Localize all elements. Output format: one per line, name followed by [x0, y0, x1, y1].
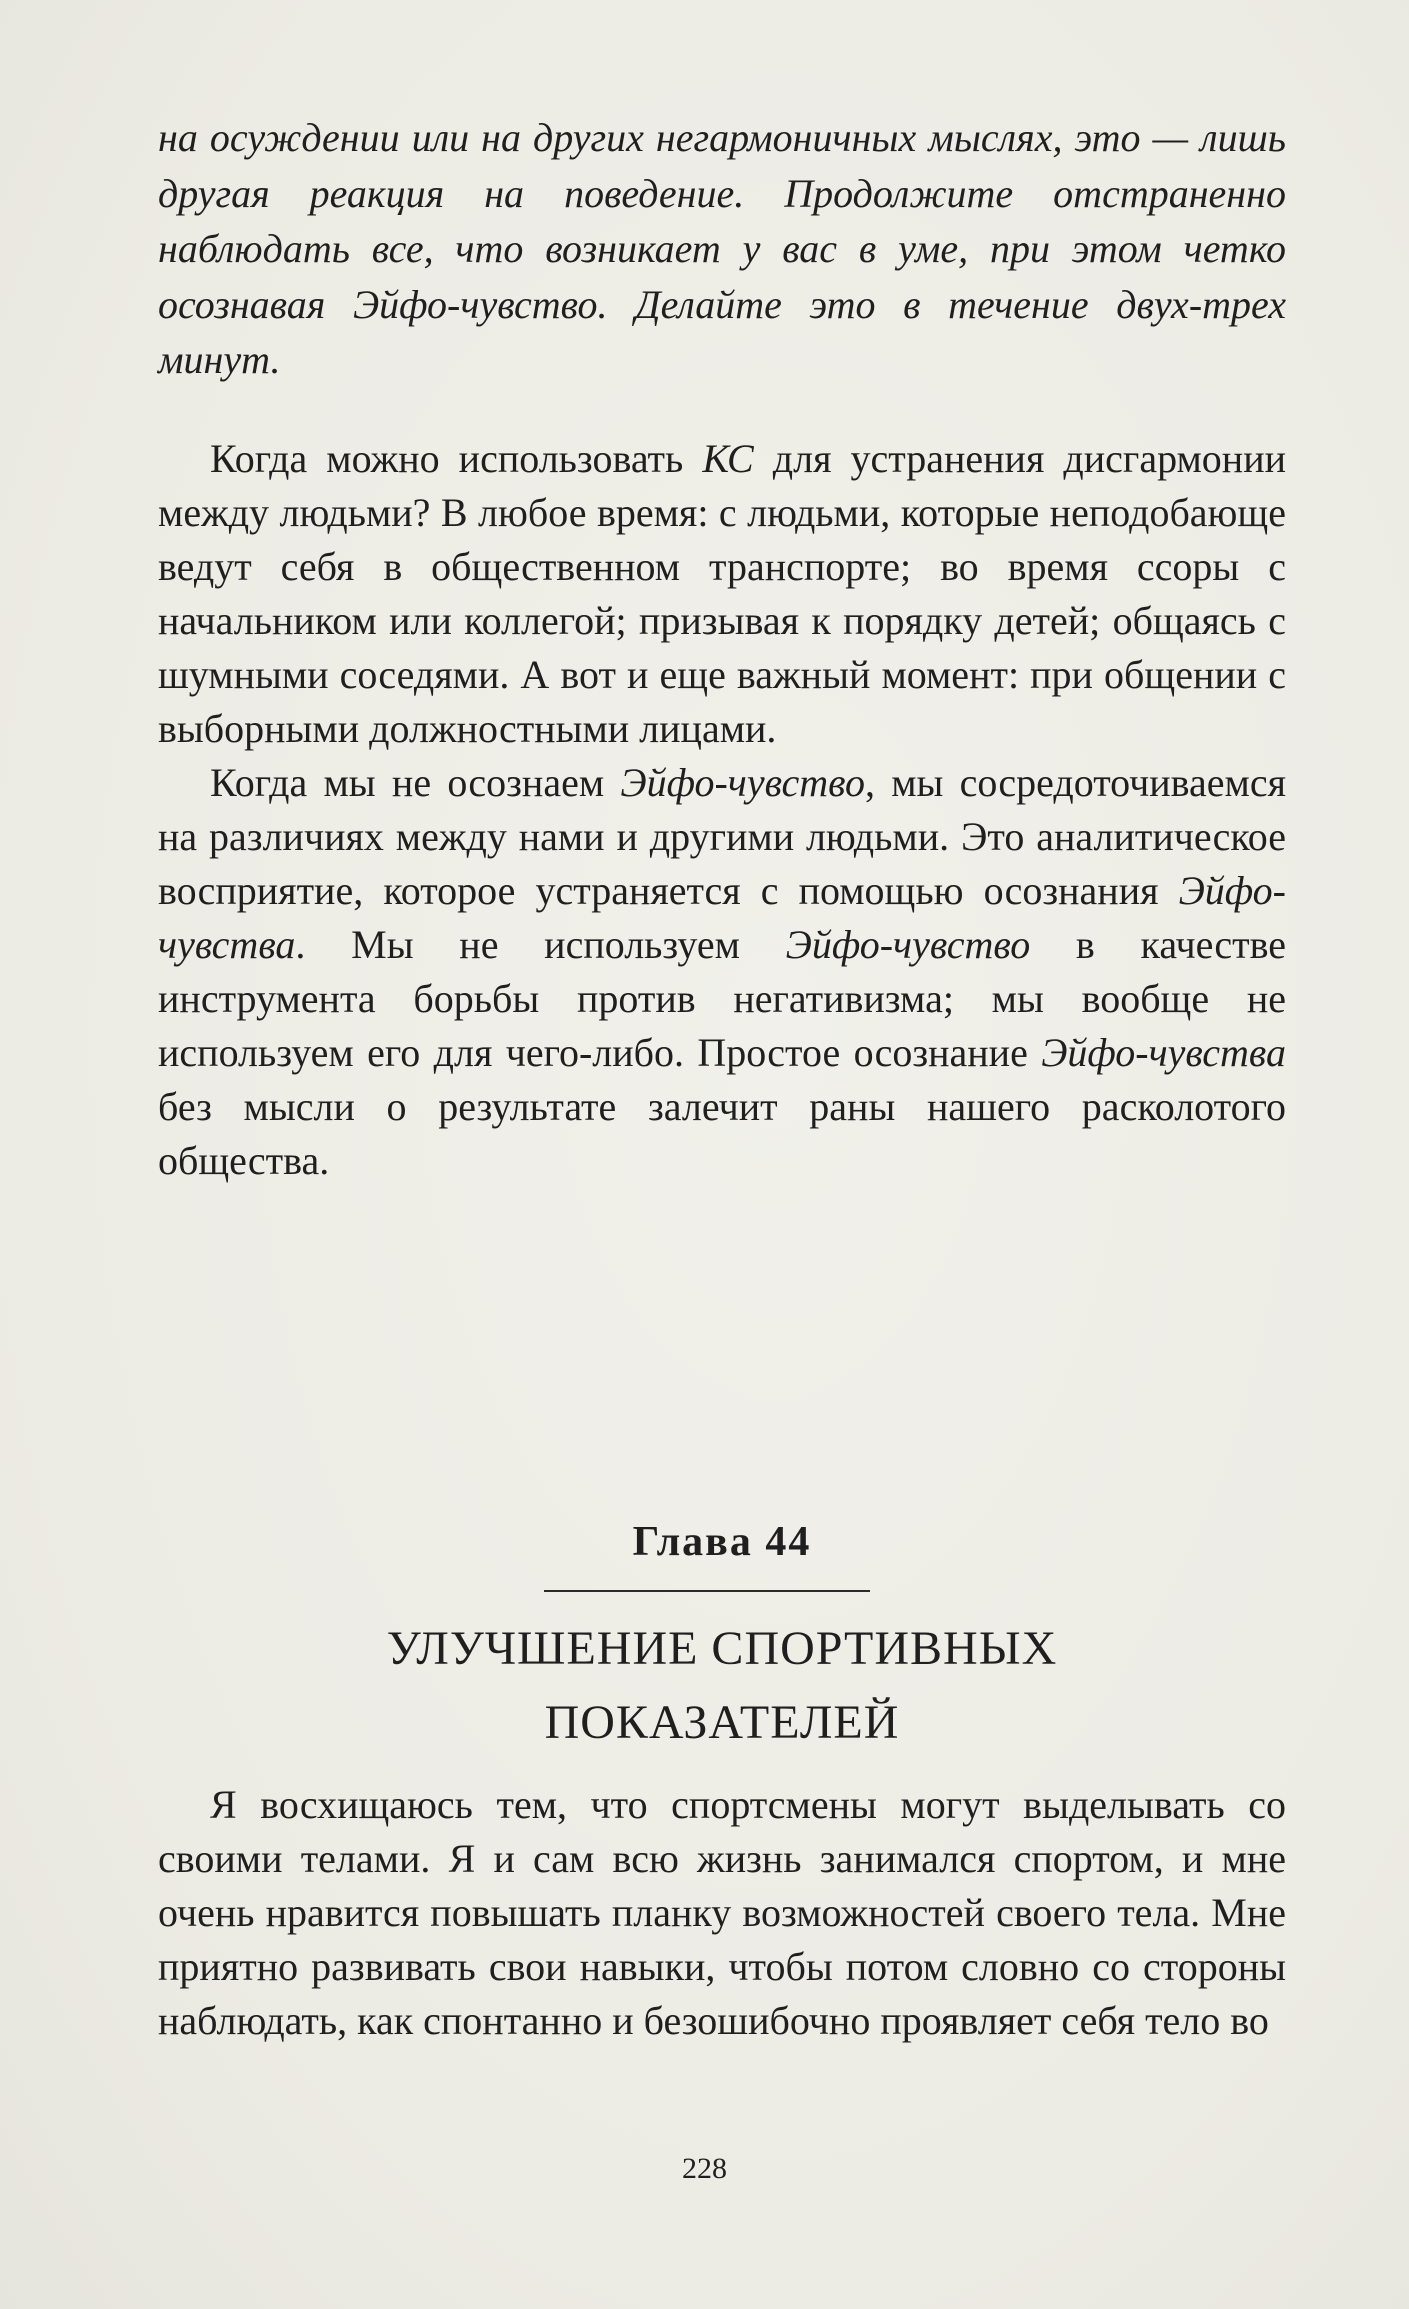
chapter-number: Глава 44	[632, 1519, 812, 1565]
paragraph-2-emphasis-2: Эйфо-чувства	[158, 868, 1286, 967]
paragraph-sports-admiration: Я восхищаюсь тем, что спортсмены могут выделывать со своими телами. Я и сам всю жизнь занимался спортом, и мне очень нравится повышать планку возможностей своего тела. Мне приятно развивать свои навыки, чтобы потом словно со стороны наблюдать, как спонтанно и безошибочно проявляет себя тело во	[158, 1782, 1286, 2043]
chapter-body-text	[158, 1778, 1286, 2048]
paragraph-ks-usage	[158, 432, 1286, 756]
paragraph-2-part-4: в качестве инструмента борьбы против негативизма; мы вообще не используем его для чего-либо. Простое осознание	[158, 922, 1287, 1075]
chapter-title-line-2: ПОКАЗАТЕЛЕЙ	[544, 1696, 900, 1749]
paragraph-2-part-5: без мысли о результате залечит раны нашего расколотого общества.	[158, 1084, 1286, 1183]
chapter-title-line-1: УЛУЧШЕНИЕ СПОРТИВНЫХ	[386, 1622, 1058, 1675]
paragraph-1-end: для устранения дисгармонии между людьми? В любое время: с людьми, которые неподобающе ведут себя в общественном транспорте; во время ссоры с начальником или коллегой; призывая к порядку детей; общаясь с шумными соседями. А вот и еще важный момент: при общении с выборными должностными лицами.	[158, 436, 1286, 751]
paragraph-1-start: Когда можно использовать	[210, 436, 703, 481]
paragraph-2-part-3: . Мы не используем	[295, 922, 786, 967]
paragraph-2-emphasis-1: Эйфо-чувство	[620, 760, 865, 805]
paragraph-1-emphasis: КС	[702, 436, 754, 481]
paragraph-2-emphasis-3: Эйфо-чувство	[785, 922, 1031, 967]
chapter-divider	[544, 1590, 870, 1592]
main-text-block	[158, 432, 1286, 1188]
paragraph-eifo-feeling	[158, 756, 1286, 1188]
paragraph-2-part-1: Когда мы не осознаем	[210, 760, 621, 805]
page-number: 228	[682, 2152, 727, 2185]
paragraph-2-emphasis-4: Эйфо-чувства	[1041, 1030, 1286, 1075]
paragraph-2-part-2: , мы сосредоточиваемся на различиях между нами и другими людьми. Это аналитическое восприятие, которое устраняется с помощью осознания	[158, 760, 1286, 913]
italic-instruction-paragraph: на осуждении или на других негармоничных мыслях, это — лишь другая реакция на поведение. Продолжите отстраненно наблюдать все, что возникает у вас в уме, при этом четко осознавая Эйфо-чувство. Делайте это в течение двух-трех минут.	[158, 115, 1286, 382]
chapter-title	[158, 1612, 1286, 1760]
